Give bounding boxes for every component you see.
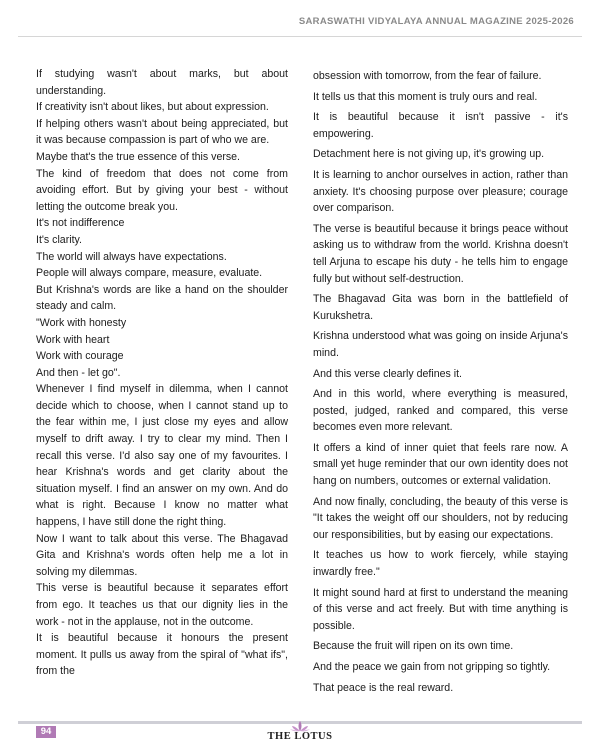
magazine-logo xyxy=(0,720,600,742)
page-number: 94 xyxy=(36,726,56,738)
paragraph: The Bhagavad Gita was born in the battlefield of Kurukshetra. xyxy=(313,293,568,322)
paragraph: The verse is beautiful because it brings peace without asking us to withdraw from the world. Krishna doesn't tell Arjuna to escape his duty - he tells him to engage fully but without self-destruction. xyxy=(313,222,568,285)
paragraph: People will always compare, measure, evaluate. xyxy=(36,267,263,280)
paragraph: Work with courage xyxy=(36,350,124,363)
magazine-name: THE LOTUS xyxy=(267,731,333,742)
paragraph: It is learning to anchor ourselves in action, rather than anxiety. It's choosing purpose over pleasure; courage over comparison. xyxy=(313,168,568,215)
paragraph: It is beautiful because it honours the present moment. It pulls us away from the spiral of "what ifs", from the xyxy=(36,632,288,678)
paragraph: It might sound hard at first to understand the meaning of this verse and act freely. But with time anything is possible. xyxy=(313,586,568,632)
right-column xyxy=(313,68,568,700)
paragraph: Work with heart xyxy=(36,333,110,346)
paragraph: The kind of freedom that does not come from avoiding effort. But by giving your best - without letting the outcome break you. xyxy=(36,167,288,213)
paragraph: Because the fruit will ripen on its own time. xyxy=(313,640,514,653)
paragraph: It tells us that this moment is truly ours and real. xyxy=(313,90,538,103)
paragraph: And this verse clearly defines it. xyxy=(313,367,462,380)
paragraph: And then - let go". xyxy=(36,366,121,379)
paragraph: Now I want to talk about this verse. The Bhagavad Gita and Krishna's words often help me a lot in solving my dilemmas. xyxy=(36,532,288,578)
paragraph: It offers a kind of inner quiet that feels rare now. A small yet huge reminder that our own identity does not hang on numbers, outcomes or external validation. xyxy=(313,441,568,488)
paragraph: Whenever I find myself in dilemma, when I cannot decide which to choose, when I cannot stand up to the fear within me, I just close my eyes and allow myself to drift away. I try to clear my mind. Then I recall this verse. I'd also say one of my favourites. I hear Krishna's words and get clarity about the situation myself. I find an answer on my own. And do what is right. Because I know no matter what happens, I have still done the right thing. xyxy=(36,383,288,529)
paragraph: If studying wasn't about marks, but about understanding. xyxy=(36,68,288,97)
paragraph: Detachment here is not giving up, it's growing up. xyxy=(313,148,545,161)
paragraph: It teaches us how to work fiercely, while staying inwardly free." xyxy=(313,549,568,579)
paragraph: obsession with tomorrow, from the fear of failure. xyxy=(313,70,542,82)
paragraph: Krishna understood what was going on inside Arjuna's mind. xyxy=(313,330,568,359)
magazine-header: SARASWATHI VIDYALAYA ANNUAL MAGAZINE 2025-2026 xyxy=(298,16,574,27)
paragraph: And the peace we gain from not gripping so tightly. xyxy=(313,661,551,673)
paragraph: It's clarity. xyxy=(36,233,82,246)
paragraph: And now finally, concluding, the beauty of this verse is "It takes the weight off our shoulders, not by reducing our responsibilities, but by easing our expectations. xyxy=(313,495,568,541)
paragraph: It's not indifference xyxy=(36,217,125,230)
paragraph: It is beautiful because it isn't passive - it's empowering. xyxy=(313,111,568,140)
paragraph: And in this world, where everything is measured, posted, judged, ranked and compared, this verse becomes even more relevant. xyxy=(313,388,568,434)
left-column xyxy=(36,66,288,680)
paragraph: The world will always have expectations. xyxy=(36,250,227,263)
paragraph: Maybe that's the true essence of this verse. xyxy=(36,150,240,163)
header-divider xyxy=(18,36,582,37)
paragraph: If creativity isn't about likes, but about expression. xyxy=(36,101,269,114)
paragraph: But Krishna's words are like a hand on the shoulder steady and calm. xyxy=(36,283,288,313)
paragraph: This verse is beautiful because it separates effort from ego. It teaches us that our dignity lies in the work - not in the applause, not in the outcome. xyxy=(36,582,288,628)
paragraph: "Work with honesty xyxy=(36,316,127,329)
paragraph: That peace is the real reward. xyxy=(313,681,454,694)
paragraph: If helping others wasn't about being appreciated, but it was because compassion is part of who we are. xyxy=(36,117,288,147)
